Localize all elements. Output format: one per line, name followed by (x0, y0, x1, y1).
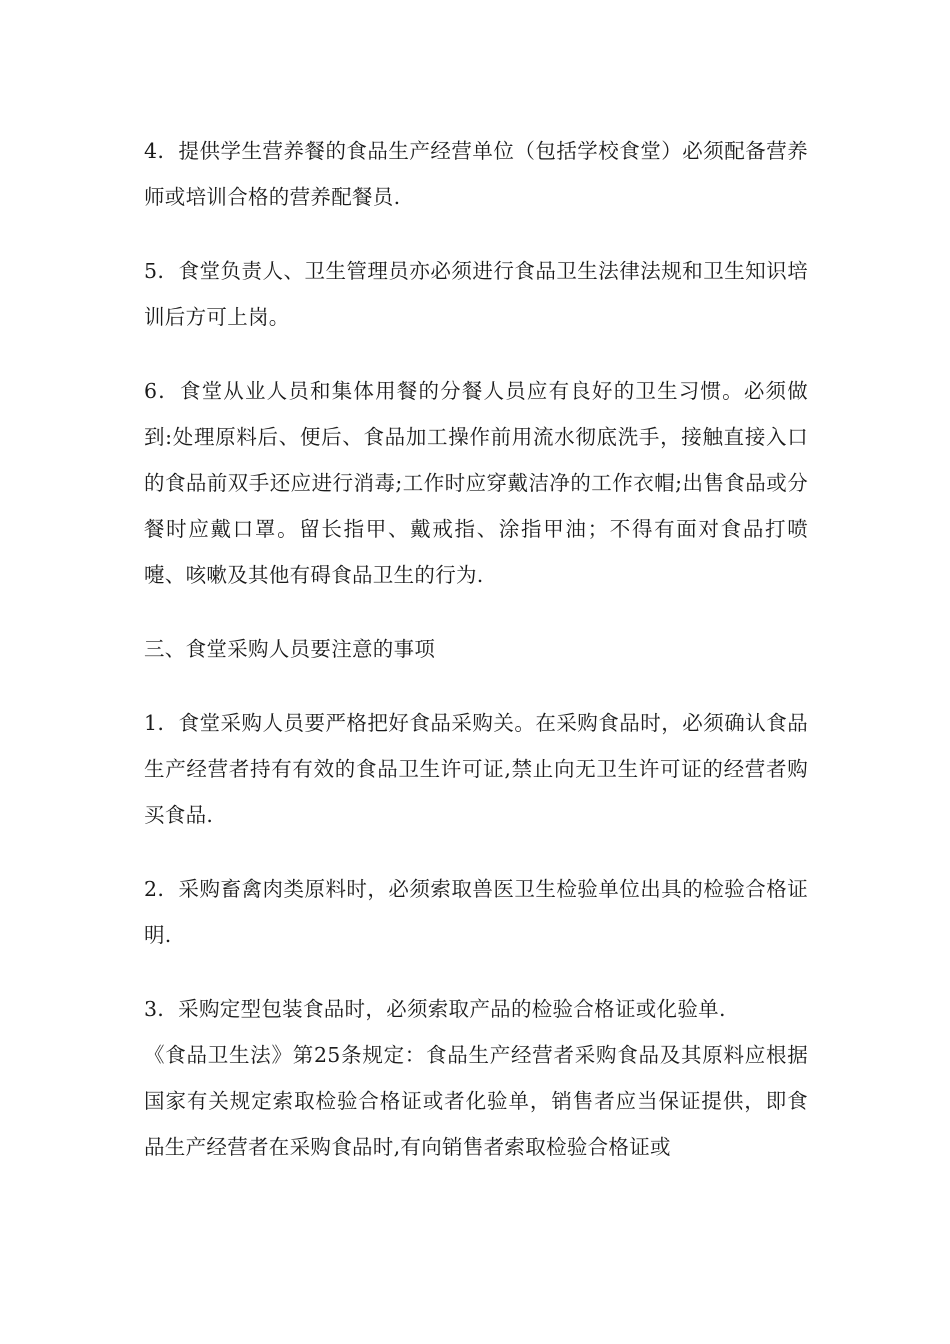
section-heading-3: 三、食堂采购人员要注意的事项 (144, 637, 436, 661)
paragraph-item-6: 6．食堂从业人员和集体用餐的分餐人员应有良好的卫生习惯。必须做到:处理原料后、便后、食品加工操作前用流水彻底洗手，接触直接入口的食品前双手还应进行消毒;工作时应穿戴洁净的工作衣帽;出售食品或分餐时应戴口罩。留长指甲、戴戒指、涂指甲油；不得有面对食品打喷嚏、咳嗽及其他有碍食品卫生的行为. (144, 379, 808, 587)
paragraph-item-1: 1．食堂采购人员要严格把好食品采购关。在采购食品时，必须确认食品生产经营者持有有效的食品卫生许可证,禁止向无卫生许可证的经营者购买食品. (144, 711, 808, 827)
paragraph-law-citation: 《食品卫生法》第25条规定：食品生产经营者采购食品及其原料应根据国家有关规定索取检验合格证或者化验单，销售者应当保证提供，即食品生产经营者在采购食品时,有向销售者索取检验合格证或 (144, 1043, 808, 1159)
paragraph-item-5: 5．食堂负责人、卫生管理员亦必须进行食品卫生法律法规和卫生知识培训后方可上岗。 (144, 259, 808, 329)
paragraph-item-3: 3．采购定型包装食品时，必须索取产品的检验合格证或化验单. (144, 997, 726, 1021)
document-body (144, 128, 808, 1170)
paragraph-item-2: 2．采购畜禽肉类原料时，必须索取兽医卫生检验单位出具的检验合格证明. (144, 877, 808, 947)
paragraph-item-4: 4．提供学生营养餐的食品生产经营单位（包括学校食堂）必须配备营养师或培训合格的营养配餐员. (144, 139, 808, 209)
